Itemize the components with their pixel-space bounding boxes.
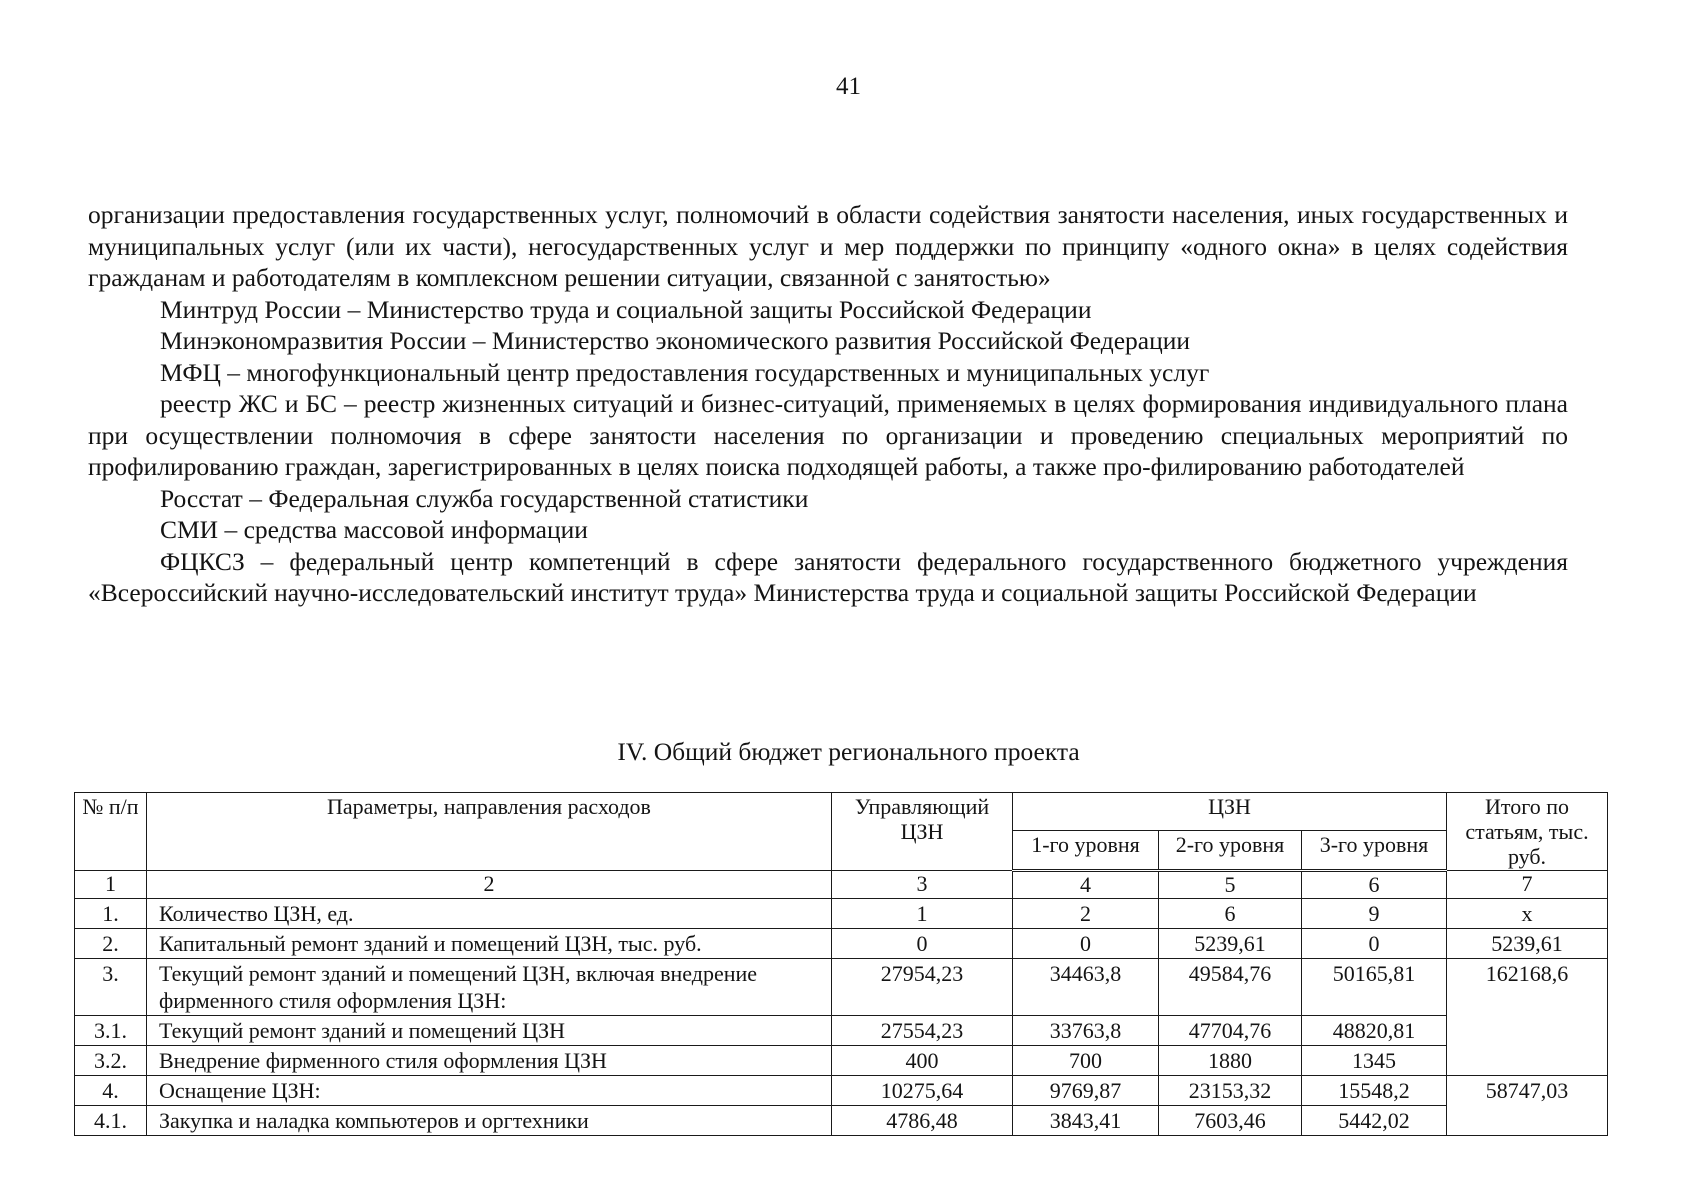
row-level3: 1345 (1302, 1046, 1447, 1076)
table-row (75, 1016, 1608, 1046)
row-num: 3. (75, 959, 147, 1016)
row-num: 4. (75, 1076, 147, 1106)
table-row (75, 959, 1608, 1016)
row-level1: 2 (1013, 899, 1159, 929)
page-number: 41 (836, 73, 861, 100)
row-name: Закупка и наладка компьютеров и оргтехники (147, 1106, 832, 1136)
row-level1: 9769,87 (1013, 1076, 1159, 1106)
row-name: Количество ЦЗН, ед. (147, 899, 832, 929)
index-cell: 4 (1013, 871, 1159, 899)
row-num: 1. (75, 899, 147, 929)
header-level2: 2-го уровня (1159, 831, 1302, 871)
paragraph: ФЦКСЗ – федеральный центр компетенций в сфере занятости федерального государственного бюджетного учреждения «Всероссийский научно-исследовательский институт труда» Министерства труда и социальной защиты Российской Федерации (88, 546, 1568, 607)
table-row (75, 1106, 1608, 1136)
row-managing: 0 (832, 929, 1013, 959)
row-num: 2. (75, 929, 147, 959)
header-managing: Управляющий ЦЗН (832, 793, 1013, 871)
row-total: х (1447, 899, 1608, 929)
row-name: Капитальный ремонт зданий и помещений ЦЗН, тыс. руб. (147, 929, 832, 959)
row-level1: 3843,41 (1013, 1106, 1159, 1136)
index-cell: 6 (1302, 871, 1447, 899)
row-level1: 34463,8 (1013, 959, 1159, 1016)
table-row (75, 1076, 1608, 1106)
row-level1: 0 (1013, 929, 1159, 959)
paragraph: СМИ – средства массовой информации (160, 515, 588, 544)
row-managing: 4786,48 (832, 1106, 1013, 1136)
table-index-row (75, 871, 1608, 899)
row-level2: 47704,76 (1159, 1016, 1302, 1046)
paragraph: МФЦ – многофункциональный центр предоставления государственных и муниципальных услуг (160, 357, 1210, 387)
row-level3: 48820,81 (1302, 1016, 1447, 1046)
row-level3: 5442,02 (1302, 1106, 1447, 1136)
row-managing: 400 (832, 1046, 1013, 1076)
index-cell: 7 (1447, 871, 1608, 899)
row-level2: 7603,46 (1159, 1106, 1302, 1136)
row-num: 3.1. (75, 1016, 147, 1046)
index-cell: 5 (1159, 871, 1302, 899)
row-name: Внедрение фирменного стиля оформления ЦЗН (147, 1046, 832, 1076)
paragraph: Минтруд России – Министерство труда и социальной защиты Российской Федерации (160, 294, 1092, 324)
index-cell: 2 (147, 871, 832, 899)
header-level1: 1-го уровня (1013, 831, 1159, 871)
row-level2: 49584,76 (1159, 959, 1302, 1016)
section-title: IV. Общий бюджет регионального проекта (617, 737, 1080, 766)
table-header-row (75, 793, 1608, 831)
row-level3: 15548,2 (1302, 1076, 1447, 1106)
paragraph: Росстат – Федеральная служба государственной статистики (160, 483, 809, 513)
row-name: Текущий ремонт зданий и помещений ЦЗН, включая внедрение фирменного стиля оформления ЦЗН: (147, 959, 832, 1016)
row-managing: 10275,64 (832, 1076, 1013, 1106)
row-num: 3.2. (75, 1046, 147, 1076)
row-name: Оснащение ЦЗН: (147, 1076, 832, 1106)
row-managing: 27954,23 (832, 959, 1013, 1016)
row-level3: 50165,81 (1302, 959, 1447, 1016)
row-level1: 700 (1013, 1046, 1159, 1076)
row-level2: 5239,61 (1159, 929, 1302, 959)
header-total: Итого по статьям, тыс. руб. (1447, 793, 1608, 871)
row-total: 58747,03 (1447, 1076, 1608, 1136)
header-czn: ЦЗН (1013, 793, 1447, 831)
paragraph: организации предоставления государственных услуг, полномочий в области содействия занятости населения, иных государственных и муниципальных услуг (или их части), негосударственных услуг и мер поддержки по принципу «одного окна» в целях содействия гражданам и работодателям в комплексном решении ситуации, связанной с занятостью» (88, 200, 1568, 292)
index-cell: 3 (832, 871, 1013, 899)
budget-table (74, 792, 1608, 1136)
header-params: Параметры, направления расходов (147, 793, 832, 871)
row-level3: 0 (1302, 929, 1447, 959)
row-managing: 1 (832, 899, 1013, 929)
row-level2: 6 (1159, 899, 1302, 929)
row-managing: 27554,23 (832, 1016, 1013, 1046)
row-num: 4.1. (75, 1106, 147, 1136)
row-name: Текущий ремонт зданий и помещений ЦЗН (147, 1016, 832, 1046)
row-total: 162168,6 (1447, 959, 1608, 1076)
row-total: 5239,61 (1447, 929, 1608, 959)
paragraph: реестр ЖС и БС – реестр жизненных ситуаций и бизнес-ситуаций, применяемых в целях формирования индивидуального плана при осуществлении полномочия в сфере занятости населения по организации и проведению специальных мероприятий по профилированию граждан, зарегистрированных в целях поиска подходящей работы, а также про-филированию работодателей (88, 389, 1568, 481)
row-level1: 33763,8 (1013, 1016, 1159, 1046)
table-row (75, 899, 1608, 929)
paragraph: Минэкономразвития России – Министерство экономического развития Российской Федерации (160, 326, 1191, 355)
row-level2: 23153,32 (1159, 1076, 1302, 1106)
index-cell: 1 (75, 871, 147, 899)
body-text (88, 199, 1568, 609)
row-level3: 9 (1302, 899, 1447, 929)
header-num: № п/п (75, 793, 147, 871)
table-row (75, 929, 1608, 959)
header-level3: 3-го уровня (1302, 831, 1447, 871)
table-row (75, 1046, 1608, 1076)
row-level2: 1880 (1159, 1046, 1302, 1076)
